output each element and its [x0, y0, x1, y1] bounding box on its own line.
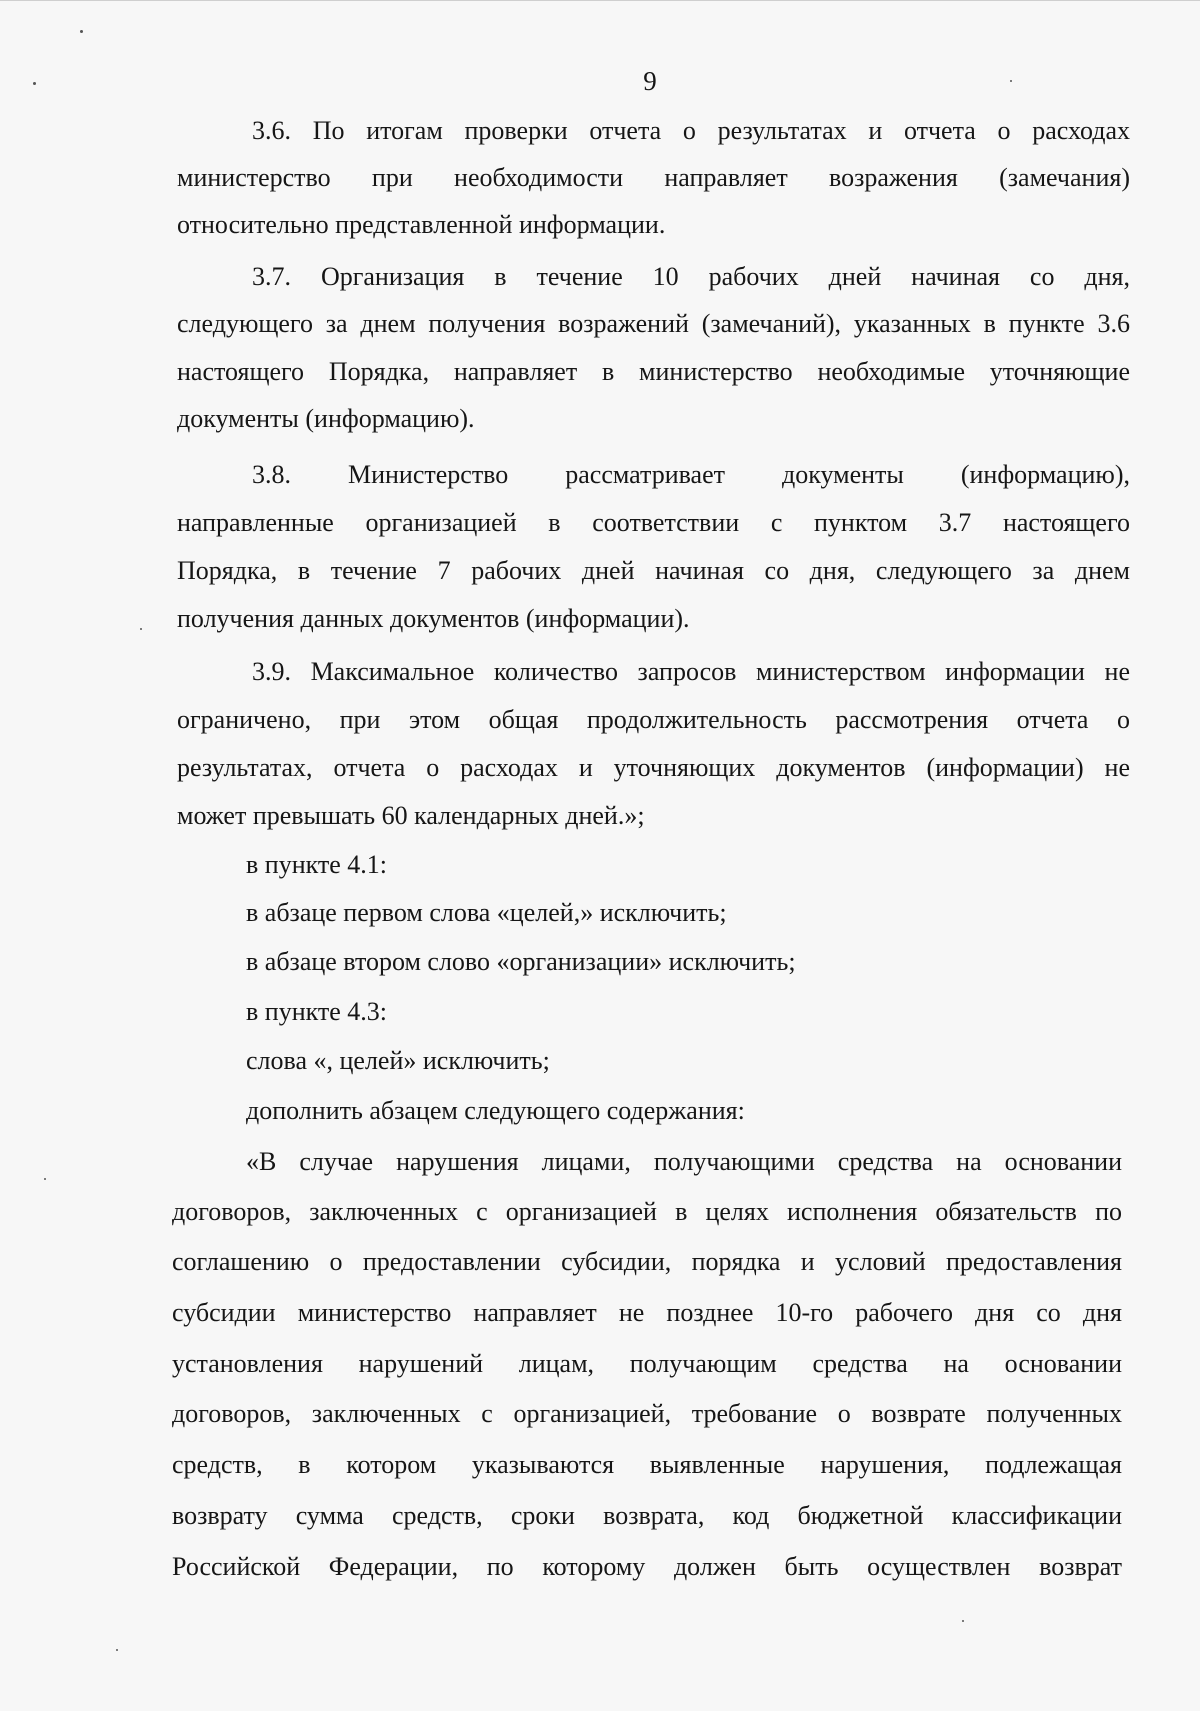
text-line: «В случае нарушения лицами, получающими средства на основании: [246, 1147, 1122, 1176]
scan-top-edge: [0, 0, 1200, 1]
text-line: субсидии министерство направляет не позднее 10-го рабочего дня со дня: [172, 1298, 1122, 1327]
text-line: может превышать 60 календарных дней.»;: [177, 801, 645, 830]
text-line: относительно представленной информации.: [177, 210, 666, 239]
text-line: в абзаце втором слово «организации» исключить;: [246, 947, 796, 976]
text-line: результатах, отчета о расходах и уточняющих документов (информации) не: [177, 753, 1130, 782]
text-line: настоящего Порядка, направляет в министерство необходимые уточняющие: [177, 357, 1130, 386]
text-line: Российской Федерации, по которому должен быть осуществлен возврат: [172, 1552, 1122, 1581]
text-line: соглашению о предоставлении субсидии, порядка и условий предоставления: [172, 1247, 1122, 1276]
text-line: документы (информацию).: [177, 404, 475, 433]
scan-speck: [44, 1178, 46, 1180]
page-number: 9: [643, 66, 657, 96]
scan-speck: [1010, 80, 1012, 82]
text-line: договоров, заключенных с организацией в целях исполнения обязательств по: [172, 1197, 1122, 1226]
text-line: в пункте 4.3:: [246, 997, 388, 1026]
text-line: 3.7. Организация в течение 10 рабочих дней начиная со дня,: [252, 262, 1130, 291]
text-line: получения данных документов (информации).: [177, 604, 690, 633]
scan-speck: [33, 82, 36, 85]
text-line: в абзаце первом слова «целей,» исключить;: [246, 898, 727, 927]
scan-speck: [962, 1620, 964, 1622]
text-line: договоров, заключенных с организацией, требование о возврате полученных: [172, 1399, 1122, 1428]
scan-speck: [80, 30, 83, 33]
scan-speck: [140, 628, 142, 630]
text-line: Порядка, в течение 7 рабочих дней начиная со дня, следующего за днем: [177, 556, 1130, 585]
text-line: в пункте 4.1:: [246, 850, 388, 879]
text-line: 3.6. По итогам проверки отчета о результатах и отчета о расходах: [252, 116, 1130, 145]
text-line: слова «, целей» исключить;: [246, 1046, 550, 1075]
text-line: дополнить абзацем следующего содержания:: [246, 1096, 745, 1125]
text-line: 3.9. Максимальное количество запросов министерством информации не: [252, 657, 1130, 686]
text-line: возврату сумма средств, сроки возврата, код бюджетной классификации: [172, 1501, 1122, 1530]
text-line: установления нарушений лицам, получающим средства на основании: [172, 1349, 1122, 1378]
text-line: направленные организацией в соответствии с пунктом 3.7 настоящего: [177, 508, 1130, 537]
scan-speck: [116, 1649, 118, 1651]
text-line: министерство при необходимости направляет возражения (замечания): [177, 163, 1130, 192]
text-line: следующего за днем получения возражений (замечаний), указанных в пункте 3.6: [177, 309, 1130, 338]
text-line: 3.8. Министерство рассматривает документы (информацию),: [252, 460, 1130, 489]
text-line: ограничено, при этом общая продолжительность рассмотрения отчета о: [177, 705, 1130, 734]
text-line: средств, в котором указываются выявленные нарушения, подлежащая: [172, 1450, 1122, 1479]
